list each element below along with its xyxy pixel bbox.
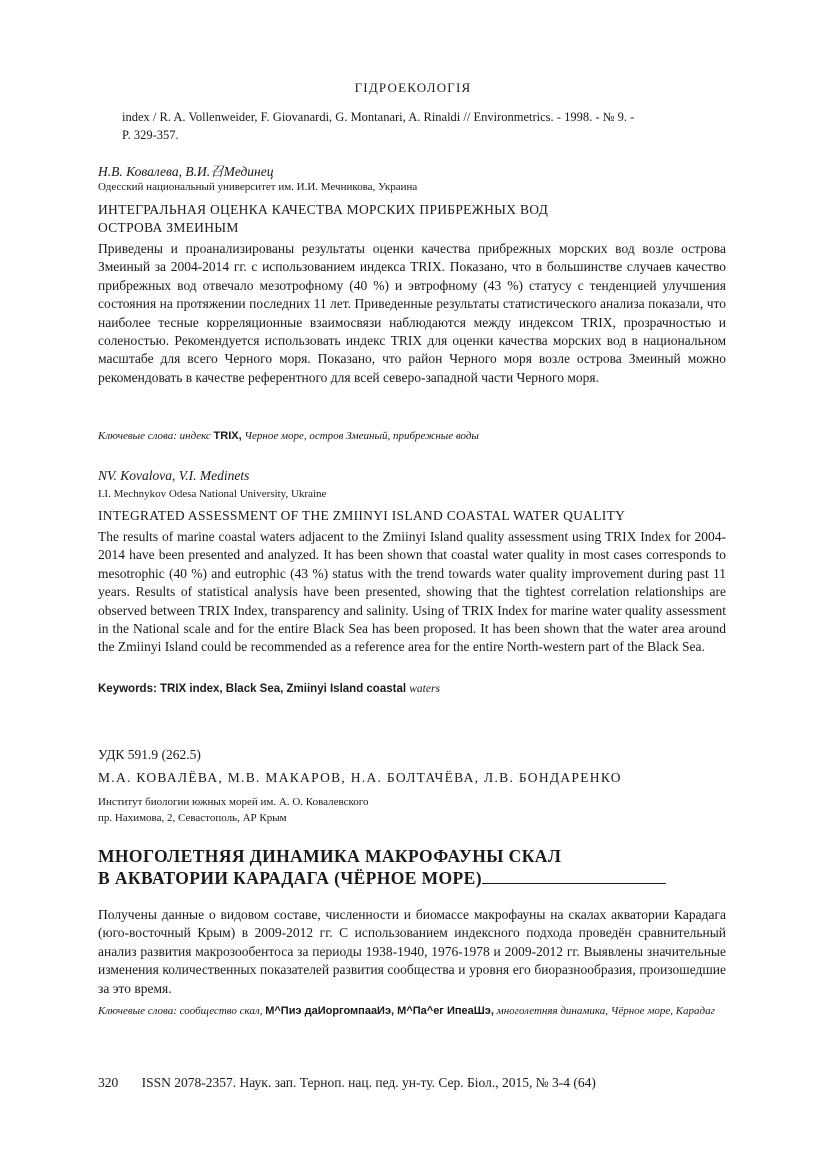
en-keywords-italic: waters: [409, 683, 440, 695]
article-affiliation: [98, 794, 369, 826]
ru-title-line-2: ОСТРОВА ЗМЕИНЫМ: [98, 220, 239, 235]
ru-keywords-label: Ключевые слова:: [98, 430, 177, 442]
page-footer: [98, 1075, 616, 1091]
en-keywords: [98, 683, 440, 695]
ru-keywords-bold: TRIX,: [213, 430, 242, 442]
ru-title: [98, 201, 698, 237]
en-keywords-bold: Keywords: TRIX index, Black Sea, Zmiinyi Island coastal: [98, 683, 407, 695]
running-header: ГІДРОЕКОЛОГІЯ: [354, 80, 472, 95]
ru-keywords-post: Черное море, остров Змеиный, прибрежные воды: [244, 430, 479, 442]
reference-line-1: index / R. A. Vollenweider, F. Giovanardi, G. Montanari, A. Rinaldi // Environmetrics. - 1998. - № 9. -: [122, 110, 635, 124]
article-keywords-pre: Ключевые слова: сообщество скал,: [98, 1005, 263, 1017]
article-title-line-1: МНОГОЛЕТНЯЯ ДИНАМИКА МАКРОФАУНЫ СКАЛ: [98, 846, 562, 866]
article-title: [98, 845, 718, 889]
ru-authors: Н.В. Ковалева, В.И.召Mединец: [98, 164, 274, 179]
article-keywords-post: многолетняя динамика, Чёрное море, Карадаг: [496, 1005, 715, 1017]
ru-keywords-pre: индекс: [179, 430, 211, 442]
en-affiliation: I.I. Mechnykov Odesa National University, Ukraine: [98, 488, 327, 500]
article-keywords-bold: М^Пиэ даИоргомпааИэ, М^Па^ег ИпеаШэ,: [265, 1005, 494, 1017]
reference-entry: [122, 108, 726, 144]
ru-abstract-body: Приведены и проанализированы результаты оценки качества прибрежных морских вод возле острова Змеиный за 2004-2014 гг. с использованием индекса TRIX. Показано, что в большинстве случаев качество прибрежных вод отвечало мезотрофному (40 %) и эвтрофному (43 %) статусу с тенденцией улучшения состояния на протяжении последних 11 лет. Приведенные результаты статистического анализа показали, что наиболее тесные корреляционные взаимосвязи наблюдаются между индексом TRIX, прозрачностью и соленостью. Рекомендуется использовать индекс TRIX для оценки качества морских вод в национальном масштабе для всего Черного моря. Показано, что район Черного моря возле острова Змеиный можно рекомендовать в качестве референтного для всей северо-западной части Черного моря.: [98, 241, 726, 385]
en-title: INTEGRATED ASSESSMENT OF THE ZMIINYI ISLAND COASTAL WATER QUALITY: [98, 508, 626, 523]
udk-code: УДК 591.9 (262.5): [98, 747, 201, 762]
ru-title-line-1: ИНТЕГРАЛЬНАЯ ОЦЕНКА КАЧЕСТВА МОРСКИХ ПРИБРЕЖНЫХ ВОД: [98, 202, 549, 217]
ru-keywords: [98, 430, 726, 442]
article-title-line-2: [98, 867, 718, 889]
en-authors: NV. Kovalova, V.I. Medinets: [98, 468, 250, 483]
ru-affiliation: Одесский национальный университет им. И.И. Мечникова, Украина: [98, 181, 418, 193]
en-abstract-body: The results of marine coastal waters adjacent to the Zmiinyi Island quality assessment using TRIX Index for 2004-2014 have been presented and analyzed. It has been shown that coastal water quality in most cases corresponds to mesotrophic (40 %) and eutrophic (43 %) status with the trend towards water quality improvement during past 11 years. Results of statistical analysis have been presented, showing that the tightest correlation relationships are observed between TRIX Index, transparency and salinity. Using of TRIX Index for marine water quality assessment in the National scale and for the entire Black Sea has been proposed. It has been shown that the water area around the Zmiinyi Island could be recommended as a reference area for the entire North-western part of the Black Sea.: [98, 529, 726, 655]
article-keywords: [98, 1003, 726, 1020]
article-authors: М.А. КОВАЛЁВА, М.В. МАКАРОВ, Н.А. БОЛТАЧЁВА, Л.В. БОНДАРЕНКО: [98, 770, 622, 785]
title-underline-rule: [482, 867, 666, 884]
article-abstract-body: Получены данные о видовом составе, численности и биомассе макрофауны на скалах акватории Карадага (юго-восточный Крым) в 2009-2012 гг. С использованием индексного подхода проведён сравнительный анализ развития макрозообентоса за периоды 1938-1940, 1976-1978 и 2009-2012 гг. Выявлены значительные изменения количественных показателей развития сообщества и уровня его биоразнообразия, произошедшие за это время.: [98, 907, 726, 996]
journal-citation: ISSN 2078-2357. Наук. зап. Терноп. нац. пед. ун-ту. Сер. Біол., 2015, № 3-4 (64): [141, 1075, 596, 1090]
reference-line-2: P. 329-357.: [122, 128, 179, 142]
article-affiliation-line-1: Институт биологии южных морей им. А. О. Ковалевского: [98, 796, 369, 808]
page-number: 320: [98, 1075, 119, 1090]
article-title-line-2-text: В АКВАТОРИИ КАРАДАГА (ЧЁРНОЕ МОРЕ): [98, 868, 482, 888]
article-affiliation-line-2: пр. Нахимова, 2, Севастополь, АР Крым: [98, 812, 287, 824]
